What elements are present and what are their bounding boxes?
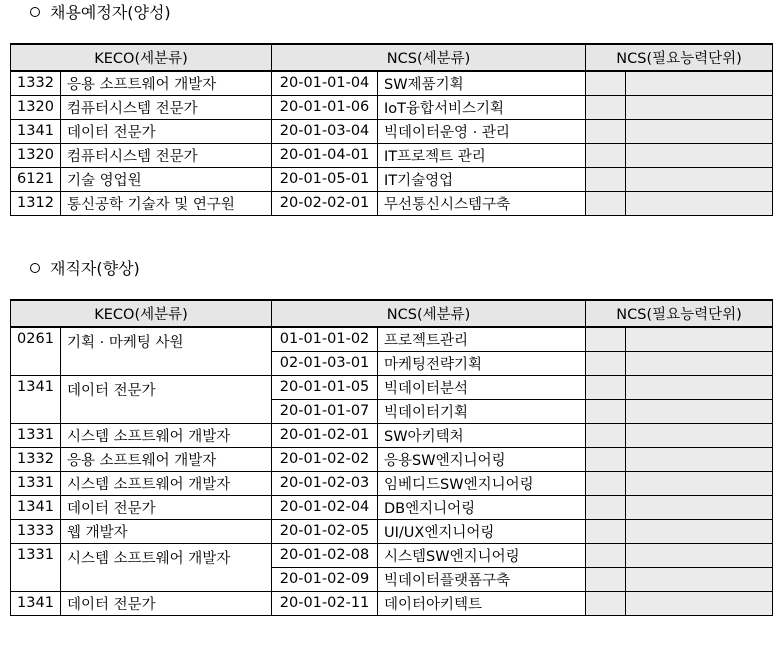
ncs-unit-check bbox=[586, 567, 626, 591]
employee-table bbox=[10, 299, 773, 616]
ncs-unit-check bbox=[586, 471, 626, 495]
keco-name: 컴퓨터시스템 전문가 bbox=[61, 95, 272, 119]
ncs-unit-check bbox=[586, 351, 626, 375]
keco-name: 기술 영업원 bbox=[61, 167, 272, 191]
table-row bbox=[11, 423, 773, 447]
table-row bbox=[11, 519, 773, 543]
keco-code: 1312 bbox=[11, 191, 61, 215]
ncs-unit-name bbox=[626, 519, 773, 543]
ncs-code: 20-01-01-06 bbox=[272, 95, 378, 119]
ncs-unit-check bbox=[586, 119, 626, 143]
table-row bbox=[11, 375, 773, 399]
section-title-employee: 재직자(향상) bbox=[30, 259, 140, 279]
keco-name: 기획 · 마케팅 사원 bbox=[61, 327, 272, 375]
keco-name: 통신공학 기술자 및 연구원 bbox=[61, 191, 272, 215]
ncs-code: 20-01-02-04 bbox=[272, 495, 378, 519]
keco-name: 컴퓨터시스템 전문가 bbox=[61, 143, 272, 167]
keco-name: 데이터 전문가 bbox=[61, 591, 272, 615]
section-title-trainee: 채용예정자(양성) bbox=[30, 3, 171, 23]
ncs-unit-check bbox=[586, 71, 626, 95]
ncs-unit-name bbox=[626, 327, 773, 351]
ncs-code: 20-01-02-01 bbox=[272, 423, 378, 447]
keco-code: 1320 bbox=[11, 143, 61, 167]
table-row bbox=[11, 495, 773, 519]
keco-name: 웹 개발자 bbox=[61, 519, 272, 543]
ncs-unit-name bbox=[626, 375, 773, 399]
ncs-unit-name bbox=[626, 543, 773, 567]
ncs-unit-name bbox=[626, 567, 773, 591]
ncs-unit-header: NCS(필요능력단위) bbox=[586, 44, 773, 71]
keco-name: 시스템 소프트웨어 개발자 bbox=[61, 423, 272, 447]
table-row bbox=[11, 119, 773, 143]
ncs-name: 빅데이터운영 · 관리 bbox=[378, 119, 586, 143]
ncs-unit-check bbox=[586, 591, 626, 615]
keco-code: 0261 bbox=[11, 327, 61, 375]
ncs-code: 20-01-01-05 bbox=[272, 375, 378, 399]
keco-code: 1333 bbox=[11, 519, 61, 543]
ncs-unit-header: NCS(필요능력단위) bbox=[586, 300, 773, 327]
ncs-code: 20-01-02-11 bbox=[272, 591, 378, 615]
ncs-unit-check bbox=[586, 375, 626, 399]
table-row bbox=[11, 591, 773, 615]
keco-code: 1331 bbox=[11, 543, 61, 591]
keco-code: 1331 bbox=[11, 423, 61, 447]
keco-name: 시스템 소프트웨어 개발자 bbox=[61, 471, 272, 495]
table-row bbox=[11, 95, 773, 119]
keco-name: 데이터 전문가 bbox=[61, 375, 272, 423]
keco-code: 1320 bbox=[11, 95, 61, 119]
keco-name: 데이터 전문가 bbox=[61, 119, 272, 143]
table-row bbox=[11, 471, 773, 495]
ncs-code: 20-01-02-05 bbox=[272, 519, 378, 543]
ncs-name: UI/UX엔지니어링 bbox=[378, 519, 586, 543]
ncs-unit-check bbox=[586, 327, 626, 351]
ncs-name: SW제품기획 bbox=[378, 71, 586, 95]
ncs-name: IT프로젝트 관리 bbox=[378, 143, 586, 167]
ncs-code: 20-01-05-01 bbox=[272, 167, 378, 191]
ncs-code: 20-01-02-02 bbox=[272, 447, 378, 471]
keco-code: 1332 bbox=[11, 447, 61, 471]
ncs-code: 20-01-01-04 bbox=[272, 71, 378, 95]
ncs-unit-name bbox=[626, 351, 773, 375]
ncs-code: 01-01-01-02 bbox=[272, 327, 378, 351]
ncs-unit-name bbox=[626, 423, 773, 447]
keco-header: KECO(세분류) bbox=[11, 44, 272, 71]
table-row bbox=[11, 167, 773, 191]
ncs-name: 데이터아키텍트 bbox=[378, 591, 586, 615]
ncs-header: NCS(세분류) bbox=[272, 300, 586, 327]
ncs-name: 무선통신시스템구축 bbox=[378, 191, 586, 215]
ncs-name: 빅데이터기획 bbox=[378, 399, 586, 423]
circle-bullet-icon bbox=[30, 263, 40, 273]
ncs-unit-name bbox=[626, 447, 773, 471]
ncs-code: 20-01-02-09 bbox=[272, 567, 378, 591]
ncs-unit-check bbox=[586, 191, 626, 215]
ncs-unit-check bbox=[586, 399, 626, 423]
keco-name: 시스템 소프트웨어 개발자 bbox=[61, 543, 272, 591]
table-row bbox=[11, 327, 773, 351]
keco-code: 1341 bbox=[11, 119, 61, 143]
ncs-unit-name bbox=[626, 471, 773, 495]
ncs-unit-name bbox=[626, 591, 773, 615]
trainee-table bbox=[10, 43, 773, 216]
ncs-unit-check bbox=[586, 543, 626, 567]
ncs-unit-name bbox=[626, 495, 773, 519]
ncs-name: 응용SW엔지니어링 bbox=[378, 447, 586, 471]
ncs-unit-check bbox=[586, 447, 626, 471]
header-row bbox=[11, 300, 773, 327]
ncs-name: 빅데이터플랫폼구축 bbox=[378, 567, 586, 591]
ncs-name: IoT융합서비스기획 bbox=[378, 95, 586, 119]
ncs-unit-check bbox=[586, 167, 626, 191]
ncs-name: 빅데이터분석 bbox=[378, 375, 586, 399]
ncs-unit-name bbox=[626, 143, 773, 167]
keco-code: 1341 bbox=[11, 495, 61, 519]
table-row bbox=[11, 191, 773, 215]
ncs-unit-name bbox=[626, 71, 773, 95]
ncs-code: 20-01-02-08 bbox=[272, 543, 378, 567]
keco-code: 1341 bbox=[11, 591, 61, 615]
ncs-code: 20-02-02-01 bbox=[272, 191, 378, 215]
table-row bbox=[11, 447, 773, 471]
ncs-code: 20-01-01-07 bbox=[272, 399, 378, 423]
keco-name: 응용 소프트웨어 개발자 bbox=[61, 447, 272, 471]
header-row bbox=[11, 44, 773, 71]
keco-name: 응용 소프트웨어 개발자 bbox=[61, 71, 272, 95]
ncs-unit-name bbox=[626, 191, 773, 215]
ncs-code: 02-01-03-01 bbox=[272, 351, 378, 375]
ncs-name: 임베디드SW엔지니어링 bbox=[378, 471, 586, 495]
ncs-code: 20-01-04-01 bbox=[272, 143, 378, 167]
ncs-unit-check bbox=[586, 495, 626, 519]
ncs-header: NCS(세분류) bbox=[272, 44, 586, 71]
ncs-name: 프로젝트관리 bbox=[378, 327, 586, 351]
ncs-name: IT기술영업 bbox=[378, 167, 586, 191]
ncs-unit-name bbox=[626, 119, 773, 143]
keco-code: 1341 bbox=[11, 375, 61, 423]
ncs-code: 20-01-03-04 bbox=[272, 119, 378, 143]
table-row bbox=[11, 71, 773, 95]
ncs-name: 시스템SW엔지니어링 bbox=[378, 543, 586, 567]
ncs-unit-check bbox=[586, 95, 626, 119]
ncs-unit-check bbox=[586, 423, 626, 447]
table-row bbox=[11, 543, 773, 567]
ncs-unit-name bbox=[626, 95, 773, 119]
table-row bbox=[11, 143, 773, 167]
ncs-name: 마케팅전략기획 bbox=[378, 351, 586, 375]
ncs-name: SW아키텍처 bbox=[378, 423, 586, 447]
keco-header: KECO(세분류) bbox=[11, 300, 272, 327]
ncs-unit-check bbox=[586, 143, 626, 167]
ncs-name: DB엔지니어링 bbox=[378, 495, 586, 519]
keco-code: 1331 bbox=[11, 471, 61, 495]
ncs-code: 20-01-02-03 bbox=[272, 471, 378, 495]
ncs-unit-name bbox=[626, 167, 773, 191]
keco-name: 데이터 전문가 bbox=[61, 495, 272, 519]
ncs-unit-name bbox=[626, 399, 773, 423]
circle-bullet-icon bbox=[30, 7, 40, 17]
keco-code: 1332 bbox=[11, 71, 61, 95]
ncs-unit-check bbox=[586, 519, 626, 543]
keco-code: 6121 bbox=[11, 167, 61, 191]
